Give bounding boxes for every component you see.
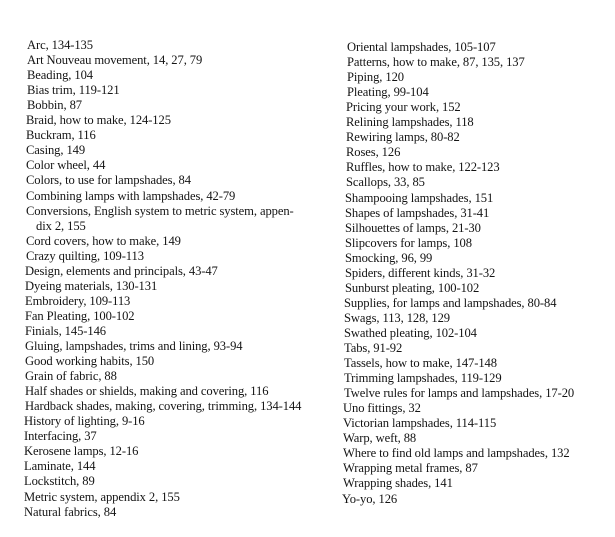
index-entry-left: Half shades or shields, making and covering, 116	[25, 384, 269, 399]
index-entry-right: Shampooing lampshades, 151	[345, 190, 494, 205]
index-entry-right: Swathed pleating, 102-104	[344, 325, 477, 340]
index-entry-right: Pleating, 99-104	[347, 85, 429, 100]
index-entry-left: Beading, 104	[27, 68, 93, 83]
index-entry-left: Design, elements and principals, 43-47	[25, 263, 218, 278]
index-entry-right: Patterns, how to make, 87, 135, 137	[347, 55, 525, 70]
index-entry-left: Colors, to use for lampshades, 84	[26, 173, 191, 188]
index-entry-left: Bobbin, 87	[27, 98, 82, 113]
index-entry-left: Arc, 134-135	[27, 38, 93, 52]
index-entry-left: Natural fabrics, 84	[24, 504, 117, 519]
index-entry-left: Crazy quilting, 109-113	[26, 248, 144, 263]
index-entry-right: Ruffles, how to make, 122-123	[346, 160, 500, 175]
index-entry-left: Good working habits, 150	[25, 354, 155, 369]
index-entry-right: Shapes of lampshades, 31-41	[345, 205, 490, 220]
index-entry-left: Grain of fabric, 88	[25, 369, 117, 384]
index-entry-right: Smocking, 96, 99	[345, 250, 433, 265]
index-entry-right: Wrapping shades, 141	[343, 476, 453, 491]
index-entry-right: Roses, 126	[346, 145, 401, 160]
index-entry-right: Sunburst pleating, 100-102	[345, 280, 480, 295]
index-entry-right: Pricing your work, 152	[346, 100, 461, 115]
index-entry-right: Supplies, for lamps and lampshades, 80-84	[344, 295, 557, 310]
index-entry-right: Relining lampshades, 118	[346, 115, 474, 130]
index-entry-left: Cord covers, how to make, 149	[26, 233, 181, 248]
index-entry-right: Slipcovers for lamps, 108	[345, 235, 472, 250]
index-entry-right: Tabs, 91-92	[344, 341, 403, 355]
index-entry-right: Swags, 113, 128, 129	[344, 310, 450, 325]
index-entry-left: Casing, 149	[26, 143, 86, 158]
index-entry-left: Braid, how to make, 124-125	[26, 113, 171, 128]
index-entry-left: Embroidery, 109-113	[25, 293, 131, 308]
index-entry-right: Wrapping metal frames, 87	[343, 461, 478, 476]
index-entry-left: Gluing, lampshades, trims and lining, 93-94	[25, 339, 243, 353]
index-entry-left: Color wheel, 44	[26, 158, 106, 173]
index-entry-left: Conversions, English system to metric system, appen-	[26, 203, 294, 218]
index-entry-right: Twelve rules for lamps and lampshades, 17-20	[344, 386, 575, 401]
index-entry-right: Spiders, different kinds, 31-32	[345, 265, 496, 280]
index-entry-left: dix 2, 155	[36, 218, 86, 233]
index-entry-left: Laminate, 144	[24, 459, 96, 474]
index-entry-right: Oriental lampshades, 105-107	[347, 40, 496, 54]
index-entry-right: Warp, weft, 88	[343, 431, 417, 446]
index-entry-left: Art Nouveau movement, 14, 27, 79	[27, 53, 203, 68]
index-entry-left: Lockstitch, 89	[24, 474, 95, 489]
index-entry-left: Kerosene lamps, 12-16	[24, 444, 139, 459]
index-entry-right: Silhouettes of lamps, 21-30	[345, 220, 481, 235]
index-entry-left: Dyeing materials, 130-131	[25, 278, 158, 293]
index-entry-right: Uno fittings, 32	[343, 401, 421, 416]
index-entry-right: Victorian lampshades, 114-115	[343, 416, 497, 431]
index-entry-left: Combining lamps with lampshades, 42-79	[26, 188, 236, 203]
index-entry-right: Rewiring lamps, 80-82	[346, 130, 460, 145]
index-entry-left: History of lighting, 9-16	[24, 414, 145, 429]
index-entry-left: Metric system, appendix 2, 155	[24, 489, 180, 504]
index-entry-right: Trimming lampshades, 119-129	[344, 371, 502, 386]
index-entry-right: Scallops, 33, 85	[346, 175, 425, 190]
index-entry-left: Interfacing, 37	[24, 429, 97, 444]
index-entry-right: Where to find old lamps and lampshades, 132	[343, 446, 570, 461]
index-entry-left: Buckram, 116	[26, 128, 96, 143]
index-entry-left: Bias trim, 119-121	[27, 83, 120, 98]
index-entry-left: Finials, 145-146	[25, 323, 106, 338]
index-entry-left: Hardback shades, making, covering, trimming, 134-144	[25, 399, 302, 414]
index-entry-right: Tassels, how to make, 147-148	[344, 356, 497, 371]
index-entry-right: Piping, 120	[347, 70, 404, 85]
index-entry-right: Yo-yo, 126	[342, 491, 398, 506]
index-entry-left: Fan Pleating, 100-102	[25, 308, 135, 323]
